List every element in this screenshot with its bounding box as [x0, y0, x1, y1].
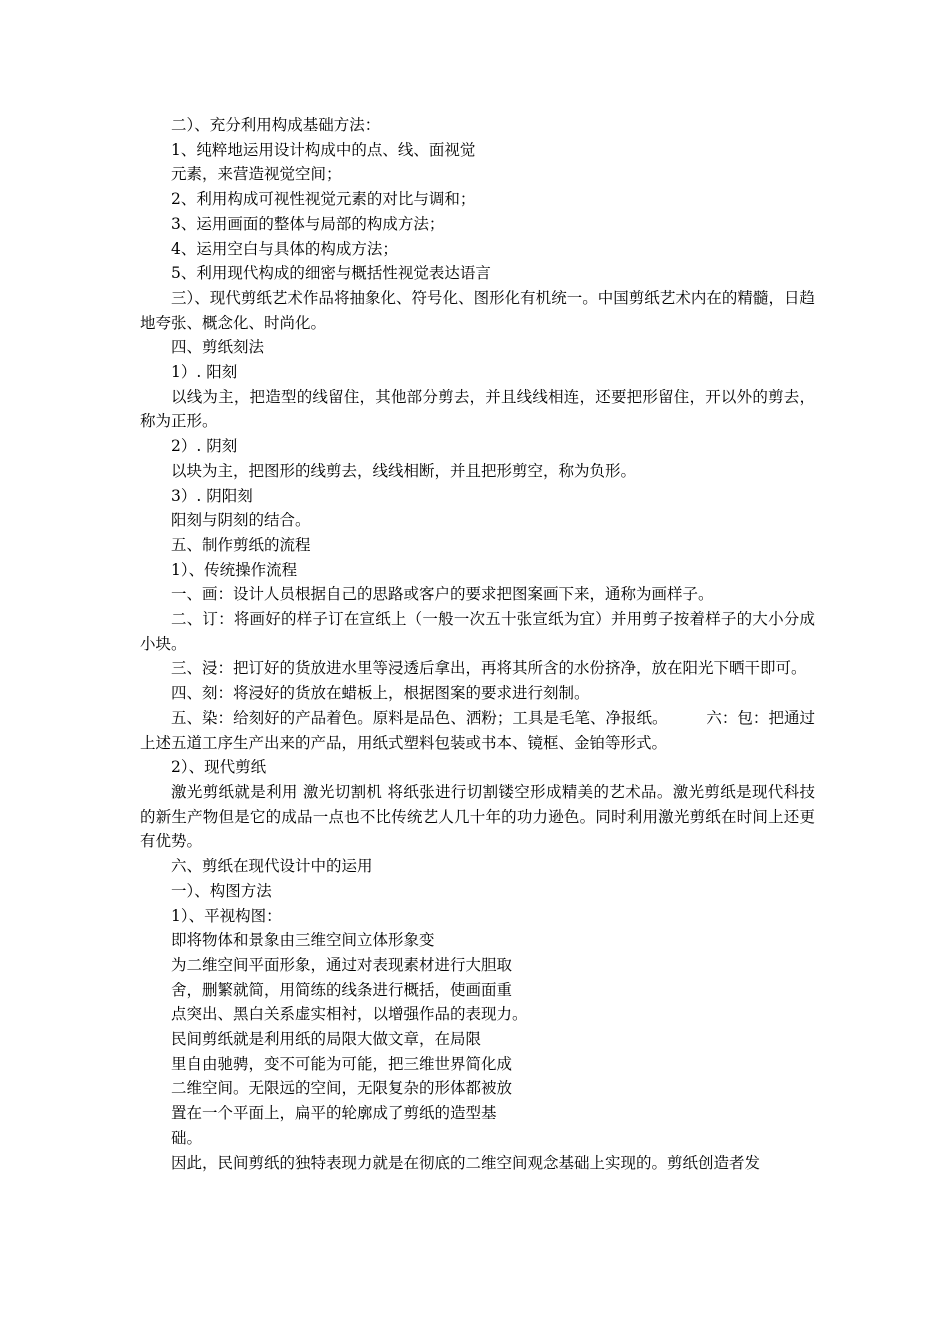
subheading-modern-papercut: 2）、现代剪纸 [171, 758, 267, 777]
step-carve: 四、刻：将浸好的货放在蜡板上，根据图案的要求进行刻制。 [171, 684, 590, 703]
flat-view-line-3: 舍，删繁就简，用简练的线条进行概括，使画面重 [171, 980, 513, 999]
subheading-yang-carving: 1）. 阳刻 [171, 363, 238, 382]
document-body [140, 113, 815, 1175]
list-item-4: 4、运用空白与具体的构成方法； [171, 239, 398, 258]
subheading-yin-yang-carving: 3）. 阴阳刻 [171, 486, 253, 505]
step-soak: 三、浸：把订好的货放进水里等浸透后拿出，再将其所含的水份挤净，放在阳光下晒干即可。 [171, 659, 807, 678]
step-bind: 二、订：将画好的样子订在宣纸上（一般一次五十张宣纸为宜）并用剪子按着样子的大小分成小块。 [140, 610, 815, 653]
paragraph-modern-papercut-art: 三）、现代剪纸艺术作品将抽象化、符号化、图形化有机统一。中国剪纸艺术内在的精髓，日趋地夸张、概念化、时尚化。 [140, 288, 815, 332]
paragraph-conclusion: 因此，民间剪纸的独特表现力就是在彻底的二维空间观念基础上实现的。剪纸创造者发 [171, 1153, 761, 1172]
folk-papercut-line-5: 础。 [171, 1128, 203, 1147]
list-item-5: 5、利用现代构成的细密与概括性视觉表达语言 [171, 264, 491, 283]
list-item-2: 2、利用构成可视性视觉元素的对比与调和； [171, 190, 476, 209]
flat-view-line-4: 点突出、黑白关系虚实相衬，以增强作品的表现力。 [171, 1005, 528, 1024]
heading-production-process: 五、制作剪纸的流程 [171, 535, 311, 554]
folk-papercut-line-4: 置在一个平面上，扁平的轮廓成了剪纸的造型基 [171, 1104, 497, 1123]
folk-papercut-line-2: 里自由驰骋，变不可能为可能，把三维世界简化成 [171, 1054, 513, 1073]
heading-modern-design-use: 六、剪纸在现代设计中的运用 [171, 857, 373, 876]
list-item-3: 3、运用画面的整体与局部的构成方法； [171, 214, 445, 233]
paragraph-yin-yang-carving: 阳刻与阴刻的结合。 [171, 511, 311, 530]
step-dye-and-pack: 五、染：给刻好的产品着色。原料是品色、洒粉；工具是毛笔、净报纸。 六：包：把通过上述五道工序生产出来的产品，用纸式塑料包装或书本、镜框、金铂等形式。 [140, 708, 815, 752]
heading-cutting-methods: 四、剪纸刻法 [171, 338, 265, 357]
subheading-yin-carving: 2）. 阴刻 [171, 437, 238, 456]
step-draw: 一、画：设计人员根据自己的思路或客户的要求把图案画下来，通称为画样子。 [171, 585, 714, 604]
folk-papercut-line-3: 二维空间。无限远的空间，无限复杂的形体都被放 [171, 1079, 513, 1098]
paragraph-yin-carving: 以块为主，把图形的线剪去，线线相断，并且把形剪空，称为负形。 [171, 461, 637, 480]
list-item-1-continued: 元素，来营造视觉空间； [171, 165, 342, 184]
subheading-composition: 一）、构图方法 [171, 881, 272, 900]
list-item-1: 1、纯粹地运用设计构成中的点、线、面视觉 [171, 140, 476, 159]
folk-papercut-line-1: 民间剪纸就是利用纸的局限大做文章，在局限 [171, 1030, 482, 1049]
paragraph-yang-carving: 以线为主，把造型的线留住，其他部分剪去，并且线线相连，还要把形留住，开以外的剪去，称为正形。 [140, 387, 815, 431]
paragraph-laser-papercut: 激光剪纸就是利用 激光切割机 将纸张进行切割镂空形成精美的艺术品。激光剪纸是现代科技的新生产物但是它的成品一点也不比传统艺人几十年的功力逊色。同时利用激光剪纸在时间上还更有优势。 [140, 782, 815, 851]
flat-view-line-2: 为二维空间平面形象，通过对表现素材进行大胆取 [171, 955, 513, 974]
heading-composition-methods: 二）、充分利用构成基础方法： [171, 116, 381, 134]
subheading-traditional-process: 1）、传统操作流程 [171, 560, 298, 579]
flat-view-line-1: 即将物体和景象由三维空间立体形象变 [171, 931, 435, 950]
subheading-flat-view: 1）、平视构图： [171, 906, 282, 925]
